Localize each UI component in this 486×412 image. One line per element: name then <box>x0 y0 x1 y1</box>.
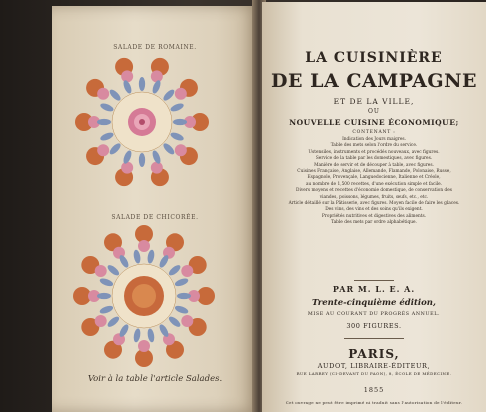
contents-line: Manière de servir et de découper à table, avec figures. <box>314 162 434 168</box>
salad-ornament <box>162 142 176 156</box>
salad-ornament <box>139 77 145 91</box>
salad-note: Voir à la table l'article Salades. <box>87 374 223 384</box>
caption-chicoree: SALADE DE CHICORÉE. <box>111 214 199 221</box>
salad-ornament <box>97 293 111 299</box>
salad-ornament <box>106 315 121 329</box>
salad-ornament <box>151 162 163 174</box>
title-line-2: DE LA CAMPAGNE <box>271 70 477 92</box>
salad-ornament <box>181 265 193 277</box>
salad-ornament <box>99 102 114 113</box>
contents-line: Ustensiles, instruments et procédés nouveaux, avec figures. <box>308 149 440 155</box>
salad-ornament <box>99 131 114 142</box>
salad-ornament <box>169 131 184 142</box>
salad-ornament <box>138 340 150 352</box>
contents-line: Table des mets selon l'ordre du service. <box>330 143 418 149</box>
salad-ornament <box>122 79 133 94</box>
salad-ornament <box>108 142 122 156</box>
salad-ornament <box>138 240 150 252</box>
contents-line: Divers moyens et recettes d'économie domestique, de conservation des <box>296 188 452 194</box>
salad-ornament <box>181 315 193 327</box>
salad-ornament <box>147 249 156 264</box>
city: PARIS, <box>348 347 400 361</box>
contents-line: Table des mets par ordre alphabétique. <box>331 220 417 226</box>
salad-ornament <box>95 315 107 327</box>
divider <box>354 280 394 281</box>
author: PAR M. L. E. A. <box>332 284 416 294</box>
contents-line: au nombre de 1,500 recettes, d'une exécution simple et facile. <box>305 181 443 187</box>
figures-count: 300 FIGURES. <box>346 322 402 330</box>
salad-ornament <box>174 304 189 315</box>
caption-romaine: SALADE DE ROMAINE. <box>113 44 197 51</box>
right-page <box>262 2 486 412</box>
salad-ornament <box>147 328 156 343</box>
address: RUE LARREY (CI-DEVANT DU PAON), 8, ÉCOLE DE MÉDECINE. <box>296 371 452 376</box>
year: 1855 <box>363 386 385 394</box>
salad-romaine-illustration <box>52 52 258 192</box>
salad-ornament <box>177 293 191 299</box>
contenant-label: CONTENANT : <box>352 130 396 135</box>
salad-ornament <box>162 88 176 102</box>
contents-line: Cuisines Française, Anglaise, Allemande, Flamande, Polonaise, Russe, <box>297 169 451 175</box>
left-page <box>52 6 258 412</box>
salad-ornament <box>108 88 122 102</box>
salad-ornament <box>151 70 163 82</box>
salad-ornament <box>97 144 109 156</box>
edition: Trente-cinquième édition, <box>312 298 436 308</box>
contents-line: Propriétés nutritives et digestives des aliments. <box>321 213 427 219</box>
salad-ornament <box>175 88 187 100</box>
salad-ornament <box>173 119 187 125</box>
salad-ornament <box>151 149 162 164</box>
contents-line: Article détaillé sur la Pâtisserie, avec figures. Moyen facile de faire les glaces. <box>288 201 460 207</box>
contents-line: Des vins, des vins et des soins qu'ils exigent. <box>325 207 423 213</box>
salad-ornament <box>169 102 184 113</box>
salad-ornament <box>121 70 133 82</box>
title-line-3: ET DE LA VILLE, <box>333 97 415 106</box>
contents-line: Espagnole, Provençale, Languedocienne, Italienne et Créole, <box>307 175 441 181</box>
subtitle: NOUVELLE CUISINE ÉCONOMIQUE; <box>289 118 459 127</box>
salad-ornament <box>174 277 189 288</box>
salad-ornament <box>167 315 182 329</box>
salad-ornament <box>106 263 121 277</box>
salad-ornament <box>97 119 111 125</box>
contents-line: Service de la table par les domestiques, avec figures. <box>315 156 433 162</box>
contents-line: viandes, poissons, légumes, fruits, œufs, etc., etc. <box>319 194 429 200</box>
title-ou: OU <box>368 108 380 115</box>
salad-ornament <box>133 249 142 264</box>
contents-list <box>282 137 466 227</box>
publisher: AUDOT, LIBRAIRE-ÉDITEUR, <box>317 362 431 370</box>
salad-ornament <box>121 162 133 174</box>
title-line-1: LA CUISINIÈRE <box>305 50 443 66</box>
salad-ornament <box>99 277 114 288</box>
salad-ornament <box>151 79 162 94</box>
salad-ornament <box>133 328 142 343</box>
salad-ornament <box>175 144 187 156</box>
salad-ornament <box>99 304 114 315</box>
salad-ornament <box>139 153 145 167</box>
contents-line: Indication des Jours maigres. <box>342 137 406 142</box>
salad-ornament <box>97 88 109 100</box>
divider <box>344 338 404 339</box>
footer-notice: Cet ouvrage ne peut être imprimé ni traduit sans l'autorisation de l'éditeur. <box>285 400 463 405</box>
salad-ornament <box>167 263 182 277</box>
salad-chicoree-illustration <box>52 220 258 370</box>
salad-ornament <box>122 149 133 164</box>
salad-ornament <box>95 265 107 277</box>
edition-note: MISE AU COURANT DU PROGRÈS ANNUEL. <box>307 312 441 317</box>
